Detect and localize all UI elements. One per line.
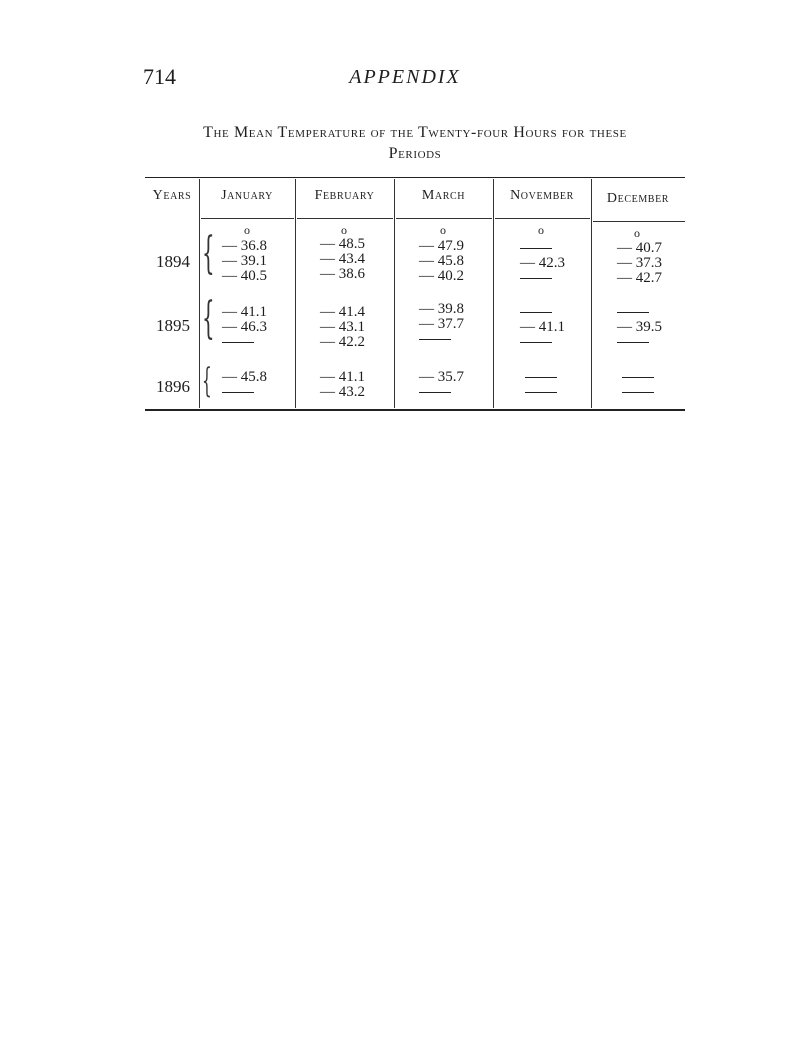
degree-mark: o — [634, 226, 640, 240]
value — [419, 332, 464, 347]
header-underline — [495, 218, 590, 219]
header-years: Years — [152, 188, 192, 203]
value — [520, 271, 565, 286]
value: — 41.1 — [520, 319, 565, 335]
value: — 40.7 — [617, 240, 662, 256]
value: — 37.7 — [419, 316, 464, 332]
table-title — [140, 122, 690, 164]
brace-1896: { — [202, 361, 212, 401]
cell-1894-february — [320, 237, 365, 282]
dash-mark — [419, 339, 451, 340]
degree-mark: o — [341, 223, 347, 237]
value: — 45.8 — [222, 369, 267, 385]
value: — 42.2 — [320, 334, 365, 350]
value: — 42.3 — [520, 255, 565, 271]
page-number: 714 — [143, 64, 176, 89]
value — [520, 305, 565, 320]
cell-1895-march — [419, 302, 464, 347]
value: — 40.5 — [222, 268, 267, 284]
header-underline — [396, 218, 492, 219]
value — [419, 385, 464, 400]
dash-mark — [419, 392, 451, 393]
value — [525, 385, 557, 400]
running-head: APPENDIX — [349, 66, 461, 88]
value: — 37.3 — [617, 255, 662, 271]
dash-mark — [222, 342, 254, 343]
header-underline — [201, 218, 294, 219]
dash-mark — [525, 377, 557, 378]
dash-mark — [617, 342, 649, 343]
cell-1894-november — [520, 241, 565, 286]
column-divider — [591, 179, 592, 408]
value: — 45.8 — [419, 253, 464, 269]
cell-1896-december — [622, 370, 654, 400]
table-top-rule — [145, 177, 685, 178]
dash-mark — [222, 392, 254, 393]
value: — 46.3 — [222, 319, 267, 335]
cell-1894-december — [617, 241, 662, 286]
value — [617, 305, 662, 320]
degree-mark: o — [244, 223, 250, 237]
dash-mark — [520, 248, 552, 249]
cell-1894-january — [222, 239, 267, 284]
degree-mark: o — [440, 223, 446, 237]
brace-1895: { — [202, 293, 215, 344]
brace-1894: { — [202, 228, 215, 279]
value — [520, 241, 565, 256]
value: — 43.1 — [320, 319, 365, 335]
value: — 43.4 — [320, 251, 365, 267]
value: — 39.5 — [617, 319, 662, 335]
value — [622, 385, 654, 400]
cell-1895-february — [320, 305, 365, 350]
degree-mark: o — [538, 223, 544, 237]
value — [520, 335, 565, 350]
column-divider — [493, 179, 494, 408]
cell-1896-march — [419, 370, 464, 400]
value: — 41.1 — [222, 304, 267, 320]
column-divider — [295, 179, 296, 408]
year-1894: 1894 — [156, 252, 190, 271]
column-divider — [199, 179, 200, 408]
value: — 35.7 — [419, 369, 464, 385]
cell-1896-november — [525, 370, 557, 400]
value — [617, 335, 662, 350]
table-bottom-rule — [145, 409, 685, 411]
value: — 40.2 — [419, 268, 464, 284]
cell-1896-january — [222, 370, 267, 400]
dash-mark — [622, 392, 654, 393]
header-underline — [297, 218, 393, 219]
value: — 38.6 — [320, 266, 365, 282]
value: — 39.1 — [222, 253, 267, 269]
table-title-line-1: The Mean Temperature of the Twenty-four Hours for these — [203, 124, 627, 141]
column-divider — [394, 179, 395, 408]
value: — 48.5 — [320, 236, 365, 252]
header-march: March — [421, 188, 466, 203]
year-1895: 1895 — [156, 316, 190, 335]
header-november: November — [510, 188, 574, 203]
cell-1895-december — [617, 305, 662, 350]
value — [622, 370, 654, 385]
cell-1895-november — [520, 305, 565, 350]
dash-mark — [617, 312, 649, 313]
value: — 43.2 — [320, 384, 365, 400]
value: — 41.4 — [320, 304, 365, 320]
cell-1896-february — [320, 370, 365, 400]
value: — 36.8 — [222, 238, 267, 254]
dash-mark — [520, 342, 552, 343]
dash-mark — [622, 377, 654, 378]
value: — 42.7 — [617, 270, 662, 286]
header-january: January — [221, 188, 273, 203]
value: — 41.1 — [320, 369, 365, 385]
dash-mark — [520, 278, 552, 279]
table-title-line-2: Periods — [388, 145, 442, 162]
value: — 47.9 — [419, 238, 464, 254]
dash-mark — [520, 312, 552, 313]
value: — 39.8 — [419, 301, 464, 317]
value — [222, 385, 267, 400]
cell-1895-january — [222, 305, 267, 350]
year-1896: 1896 — [156, 377, 190, 396]
header-february: February — [314, 188, 375, 203]
header-december: December — [606, 191, 670, 206]
value — [222, 335, 267, 350]
value — [525, 370, 557, 385]
header-underline — [593, 221, 685, 222]
dash-mark — [525, 392, 557, 393]
cell-1894-march — [419, 239, 464, 284]
